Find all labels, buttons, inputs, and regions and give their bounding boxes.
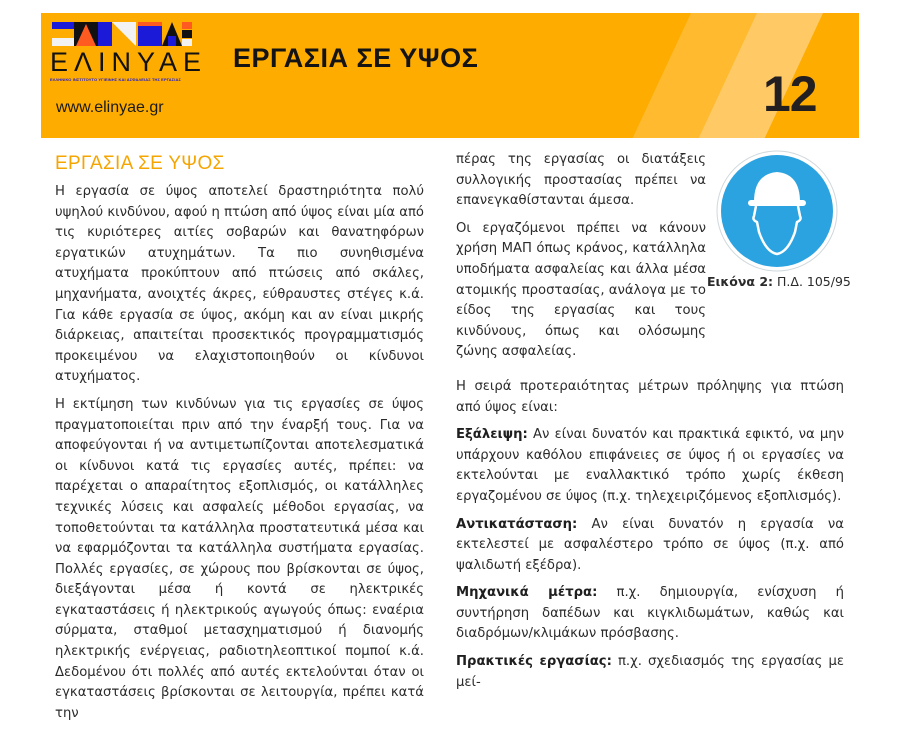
paragraph: πέρας της εργασίας οι διατάξεις συλλογικής προστασίας πρέπει να επανεγκαθίστανται άμεσα.	[456, 152, 706, 209]
measure-term: Μηχανικά μέτρα:	[456, 585, 598, 601]
measure-text: π.χ. σχεδιασμός της εργασίας με μεί-	[456, 654, 844, 690]
elinyae-logo[interactable]	[50, 22, 208, 82]
paragraph: Η εκτίμηση των κινδύνων για τις εργασίες σε ύψος πραγματοποιείται πριν από την έναρξή τους. Για να αποφεύγονται ή να αντιμετωπίζονται αποτελεσματικά οι κίνδυνοι κατά τις εργασίες αυτές, πρέπει: να παρέχεται ο απαραίτητος εξοπλισμός, οι κατάλληλες τεχνικές λύσεις και ασφαλείς μέθοδοι εργασίας, να τοποθετούνται τα κατάλληλα προστατευτικά μέσα και να εφαρμόζονται τα κατάλληλα συστήματα εργασίας. Πολλές εργασίες, σε χώρους που βρίσκονται σε ύψος, διεξάγονται μέσα ή κοντά σε ηλεκτρικές εγκαταστάσεις ή ηλεκτρικούς αγωγούς όπως: εναέρια σύρματα, σταθμοί μετασχηματισμού ή διανομής ηλεκτρικής ενέργειας, ραδιοτηλεοπτικοί πομποί κ.ά. Δεδομένου ότι πολλές από αυτές εκτελούνται όταν οι εγκαταστάσεις βρίσκονται σε λειτουργία, πρέπει κατά την	[55, 396, 424, 721]
measure-term: Εξάλειψη:	[456, 427, 528, 443]
logo-subtitle: ΕΛΛΗΝΙΚΟ ΙΝΣΤΙΤΟΥΤΟ ΥΓΙΕΙΝΗΣ ΚΑΙ ΑΣΦΑΛΕΙΑΣ ΤΗΣ ΕΡΓΑΣΙΑΣ	[50, 77, 181, 82]
caption-label: Εικόνα 2:	[707, 274, 774, 289]
paragraph	[456, 219, 706, 363]
measure-text: Αν είναι δυνατόν η εργασία να εκτελεστεί με ασφαλέστερο τρόπο σε ύψος (π.χ. από ψαλιδωτή εξέδρα).	[456, 516, 844, 573]
website-link[interactable]: www.elinyae.gr	[56, 99, 164, 116]
measure-term: Πρακτικές εργασίας:	[456, 654, 612, 670]
logo-mark-icon	[50, 22, 192, 46]
logo-wordmark: ΕΛΙΝΥΑΕ	[50, 47, 208, 77]
section-title: ΕΡΓΑΣΙΑ ΣΕ ΥΨΟΣ	[55, 153, 225, 174]
measure-text: Αν είναι δυνατόν και πρακτικά εφικτό, να μην υπάρχουν καθόλου επιφάνειες σε ύψος ή οι εργασίες να εκτελούνται με εναλλακτικό τρόπο χωρίς έκθεση εργαζομένου σε ύψος (π.χ. τηλεχειριζόμενος εξοπλισμός).	[456, 427, 844, 504]
measure-item	[456, 652, 844, 693]
hard-hat-mandatory-icon	[716, 150, 838, 272]
figure-caption	[707, 274, 857, 289]
measure-text: π.χ. δημιουργία, ενίσχυση ή συντήρηση δαπέδων και κιγκλιδωμάτων, καθώς και διαδρόμων/κλιμάκων πρόσβασης.	[456, 585, 844, 642]
paragraph-text: Οι εργαζόμενοι πρέπει να κάνουν χρήση ΜΑΠ όπως κράνος, κατάλληλα υποδήματα ασφαλείας και άλλα μέσα ατομικής προστασίας, ανάλογα με το είδος της εργασίας και τους κινδύνους, όπως και ολόσωμης ζώνης ασφαλείας.	[456, 220, 706, 360]
measure-item	[456, 583, 844, 645]
measure-item	[456, 515, 844, 577]
sheet-number: 12	[763, 66, 817, 122]
caption-text: Π.Δ. 105/95	[777, 274, 851, 289]
figure-hard-hat-sign	[707, 150, 857, 289]
measure-term: Αντικατάσταση:	[456, 516, 578, 532]
page-title: ΕΡΓΑΣΙΑ ΣΕ ΥΨΟΣ	[233, 43, 479, 73]
measures-intro: Η σειρά προτεραιότητας μέτρων πρόληψης για πτώση από ύψος είναι:	[456, 378, 844, 415]
page-header	[41, 13, 859, 138]
left-column	[55, 150, 424, 731]
paragraph: Η εργασία σε ύψος αποτελεί δραστηριότητα πολύ υψηλού κινδύνου, αφού η πτώση από ύψος είναι μία από τις κυριότερες αιτίες σοβαρών και θανατηφόρων εργατικών ατυχημάτων. Τα πιο συνηθισμένα ατυχήματα προκύπτουν από πτώσεις από σκάλες, μηχανήματα, ανοιχτές άκρες, εύθραυστες στέγες κ.ά. Για κάθε εργασία σε ύψος, ακόμη και αν είναι μικρής διάρκειας, απαιτείται προσεκτικός προγραμματισμός προκειμένου να ελαχιστοποιηθούν οι κίνδυνοι ατυχήματος.	[55, 184, 424, 385]
measure-item	[456, 425, 844, 507]
